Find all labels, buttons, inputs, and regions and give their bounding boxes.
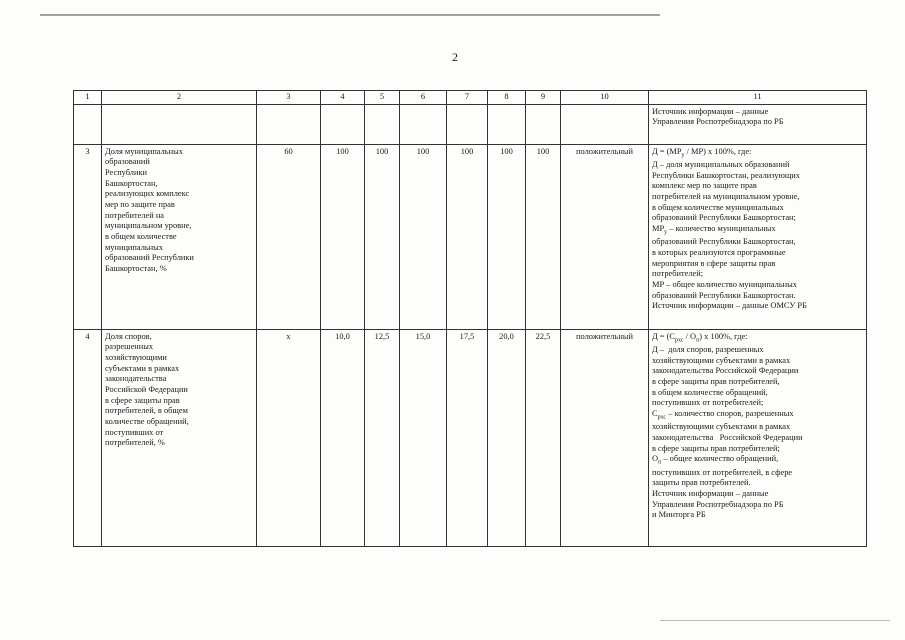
formula-line: $Д = (С_{рхс} / О_п)$ х 100%, где: (652, 331, 748, 344)
col-header: 9 (526, 91, 561, 105)
text-line: в сфере защиты прав (105, 395, 180, 405)
text-line: мер по защите прав (105, 200, 175, 210)
text-line: Российской Федерации (105, 385, 188, 395)
text-line: Д – доля споров, разрешенных (652, 344, 764, 354)
col-header: 10 (561, 91, 649, 105)
text-line: поступивших от потребителей; (652, 398, 764, 408)
col-header: 3 (257, 91, 321, 105)
year-value: 100 (526, 144, 561, 329)
base-value: 60 (257, 144, 321, 329)
calculation-method (649, 144, 867, 329)
text-line: образований Республики Башкортостан, (652, 237, 796, 247)
trend-direction: положительный (561, 329, 649, 546)
table-header-row (74, 91, 867, 105)
text-line: образований Республики Башкортостан. (652, 290, 796, 300)
text-line: Республики Башкортостан, реализующих (652, 170, 800, 180)
page-number: 2 (452, 50, 458, 64)
text-line: в сфере защиты прав потребителей, (652, 376, 780, 386)
calculation-method (649, 329, 867, 546)
year-value: 22,5 (526, 329, 561, 546)
col-header: 11 (649, 91, 867, 105)
text-line: Башкортостан, % (105, 264, 167, 274)
text-line: в сфере защиты прав потребителей; (652, 443, 780, 453)
col-header: 4 (321, 91, 365, 105)
text-line: Доля споров, (105, 331, 152, 341)
text-line: Доля муниципальных (105, 146, 183, 156)
formula-line: $МР_у$ – количество муниципальных (652, 223, 776, 236)
text-line: Республики (105, 168, 148, 178)
scan-artifact-line (660, 620, 890, 621)
year-value: 100 (365, 144, 400, 329)
text-line: и Минторга РБ (652, 510, 706, 520)
col-header: 1 (74, 91, 102, 105)
text-line: потребителей; (652, 269, 704, 279)
text-line: Управления Роспотребнадзора по РБ (652, 117, 784, 127)
text-line: образований Республики (105, 253, 194, 263)
text-line: законодательства (105, 374, 167, 384)
text-line: Источник информации – данные ОМСУ РБ (652, 301, 807, 311)
year-value: 100 (321, 144, 365, 329)
indicator-name (102, 144, 257, 329)
year-value: 100 (400, 144, 447, 329)
scan-artifact-line (40, 14, 660, 16)
text-line: Башкортостан, (105, 178, 158, 188)
text-line: потребителей, % (105, 438, 165, 448)
year-value: 12,5 (365, 329, 400, 546)
text-line: в общем количестве обращений, (652, 387, 768, 397)
col-header: 8 (488, 91, 526, 105)
col-header: 6 (400, 91, 447, 105)
text-line: в которых реализуются программные (652, 247, 786, 257)
row-number: 4 (74, 329, 102, 546)
table-row-continuation (74, 104, 867, 144)
row-number: 3 (74, 144, 102, 329)
indicators-table (73, 90, 867, 547)
text-line: защиты прав потребителей. (652, 478, 751, 488)
text-line: комплекс мер по защите прав (652, 181, 757, 191)
text-line: образований (105, 157, 150, 167)
text-line: Источник информации – данные (652, 488, 769, 498)
text-line: Управления Роспотребнадзора по РБ (652, 499, 784, 509)
text-line: реализующих комплекс (105, 189, 190, 199)
table-row (74, 329, 867, 546)
year-value: 15,0 (400, 329, 447, 546)
year-value: 100 (447, 144, 488, 329)
table-row (74, 144, 867, 329)
text-line: поступивших от потребителей, в сфере (652, 467, 793, 477)
text-line: хозяйствующими субъектами в рамках (652, 422, 791, 432)
trend-direction: положительный (561, 144, 649, 329)
text-line: в общем количестве (105, 232, 177, 242)
formula-line: $С_{рхс}$ – количество споров, разрешенных (652, 408, 794, 421)
text-line: Д – доля муниципальных образований (652, 159, 790, 169)
text-line: хозяйствующими субъектами в рамках (652, 355, 791, 365)
text-line: образований Республики Башкортостан; (652, 213, 796, 223)
year-value: 17,5 (447, 329, 488, 546)
text-line: количестве обращений, (105, 417, 189, 427)
text-line: мероприятия в сфере защиты прав (652, 258, 776, 268)
text-line: субъектами в рамках (105, 363, 180, 373)
text-line: поступивших от (105, 427, 164, 437)
year-value: 100 (488, 144, 526, 329)
text-line: законодательства Российской Федерации (652, 366, 799, 376)
col-header: 7 (447, 91, 488, 105)
year-value: 10,0 (321, 329, 365, 546)
text-line: МР – общее количество муниципальных (652, 279, 797, 289)
year-value: 20,0 (488, 329, 526, 546)
indicator-name (102, 329, 257, 546)
text-line: хозяйствующими (105, 353, 167, 363)
formula-line: $О_п$ – общее количество обращений, (652, 454, 779, 466)
col-header: 2 (102, 91, 257, 105)
text-line: потребителей на (105, 210, 165, 220)
formula-line: $Д = (МР_у / МР)$ х 100%, где: (652, 146, 752, 159)
col-header: 5 (365, 91, 400, 105)
text-line: законодательства Российской Федерации (652, 432, 803, 442)
text-line: потребителей на муниципальном уровне, (652, 191, 800, 201)
base-value: х (257, 329, 321, 546)
text-line: в общем количестве муниципальных (652, 202, 784, 212)
text-line: потребителей, в общем (105, 406, 188, 416)
text-line: муниципальном уровне, (105, 221, 192, 231)
text-line: Источник информации – данные (652, 106, 769, 116)
source-cell (649, 104, 867, 144)
text-line: муниципальных (105, 242, 163, 252)
text-line: разрешенных (105, 342, 154, 352)
